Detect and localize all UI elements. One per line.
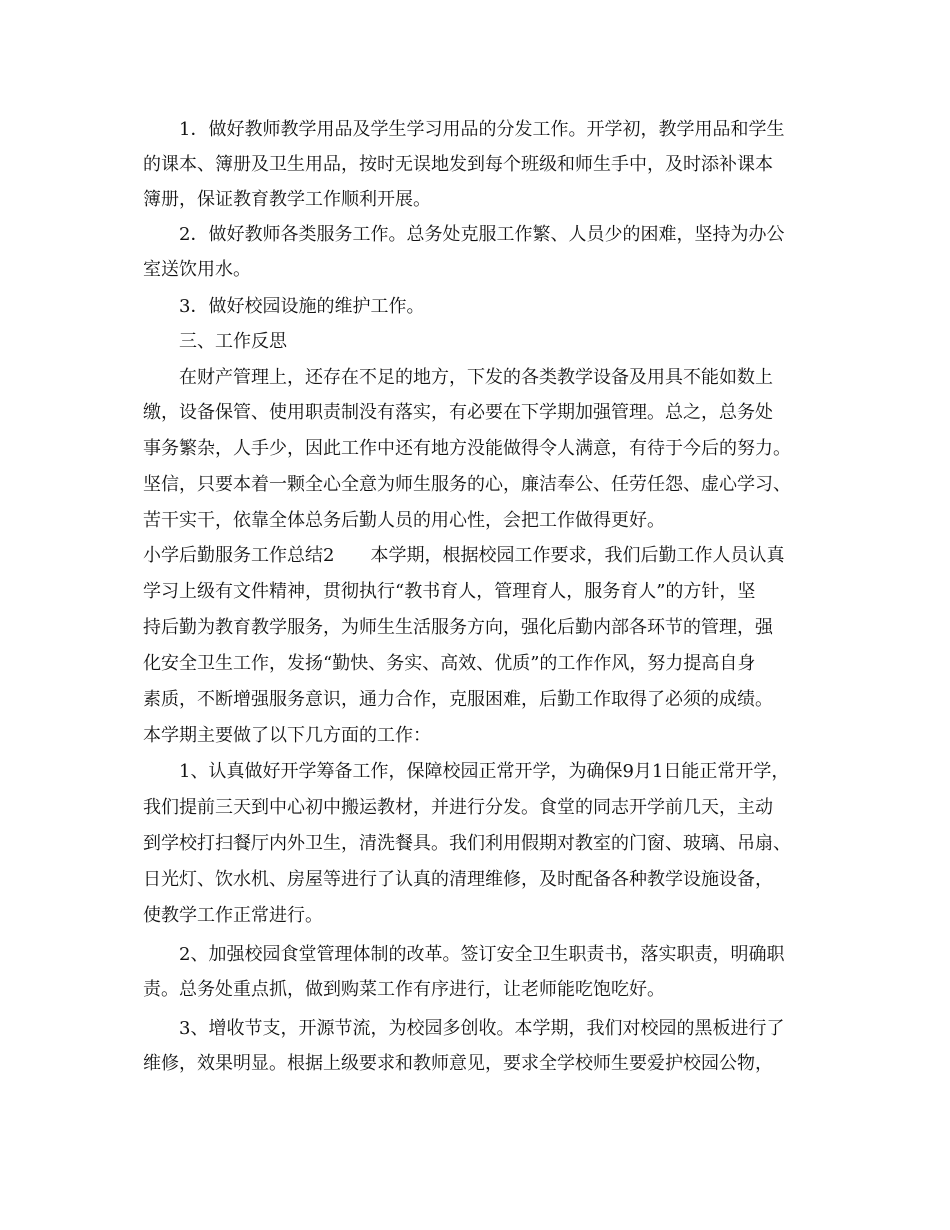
text-line: 2．做好教师各类服务工作。总务处克服工作繁、人员少的困难，坚持为办公 [179, 224, 785, 245]
text-line: 的课本、簿册及卫生用品，按时无误地发到每个班级和师生手中，及时添补课本 [143, 154, 773, 175]
text-line: 3．做好校园设施的维护工作。 [179, 296, 425, 317]
text-line: 化安全卫生工作，发扬“勤快、务实、高效、优质”的工作作风，努力提高自身 [143, 653, 756, 674]
text-line: 持后勤为教育教学服务，为师生生活服务方向，强化后勤内部各环节的管理，强 [143, 617, 773, 638]
text-line: 在财产管理上，还存在不足的地方，下发的各类教学设备及用具不能如数上 [179, 367, 773, 388]
text-line: 事务繁杂，人手少，因此工作中还有地方没能做得令人满意，有待于今后的努力。 [143, 438, 791, 459]
text-line: 苦干实干，依靠全体总务后勤人员的用心性，会把工作做得更好。 [143, 510, 665, 531]
text-line: 维修，效果明显。根据上级要求和教师意见，要求全学校师生要爱护校园公物， [143, 1053, 773, 1074]
text-line: 1、认真做好开学筹备工作，保障校园正常开学，为确保9月1日能正常开学， [179, 761, 790, 782]
text-line: 室送饮用水。 [143, 259, 251, 280]
text-line: 坚信，只要本着一颗全心全意为师生服务的心，廉洁奉公、任劳任怨、虚心学习、 [143, 474, 791, 495]
text-line: 2、加强校园食堂管理体制的改革。签订安全卫生职责书，落实职责，明确职 [179, 944, 785, 965]
text-line: 1．做好教师教学用品及学生学习用品的分发工作。开学初，教学用品和学生 [179, 119, 785, 140]
text-line: 小学后勤服务工作总结2 本学期，根据校园工作要求，我们后勤工作人员认真 [143, 545, 785, 566]
text-line: 责。总务处重点抓，做到购菜工作有序进行，让老师能吃饱吃好。 [143, 979, 665, 1000]
text-line: 缴，设备保管、使用职责制没有落实，有必要在下学期加强管理。总之，总务处 [143, 402, 773, 423]
section-heading: 三、工作反思 [179, 331, 287, 352]
text-line: 到学校打扫餐厅内外卫生，清洗餐具。我们利用假期对教室的门窗、玻璃、吊扇、 [143, 833, 791, 854]
text-line: 日光灯、饮水机、房屋等进行了认真的清理维修，及时配备各种教学设施设备， [143, 869, 773, 890]
text-line: 本学期主要做了以下几方面的工作： [143, 725, 431, 746]
text-line: 簿册，保证教育教学工作顺利开展。 [143, 189, 431, 210]
text-line: 学习上级有文件精神，贯彻执行“教书育人，管理育人，服务育人”的方针，坚 [143, 581, 756, 602]
text-line: 素质，不断增强服务意识，通力合作，克服困难，后勤工作取得了必须的成绩。 [143, 689, 773, 710]
text-line: 使教学工作正常进行。 [143, 905, 323, 926]
text-line: 我们提前三天到中心初中搬运教材，并进行分发。食堂的同志开学前几天，主动 [143, 797, 773, 818]
text-line: 3、增收节支，开源节流，为校园多创收。本学期，我们对校园的黑板进行了 [179, 1018, 785, 1039]
